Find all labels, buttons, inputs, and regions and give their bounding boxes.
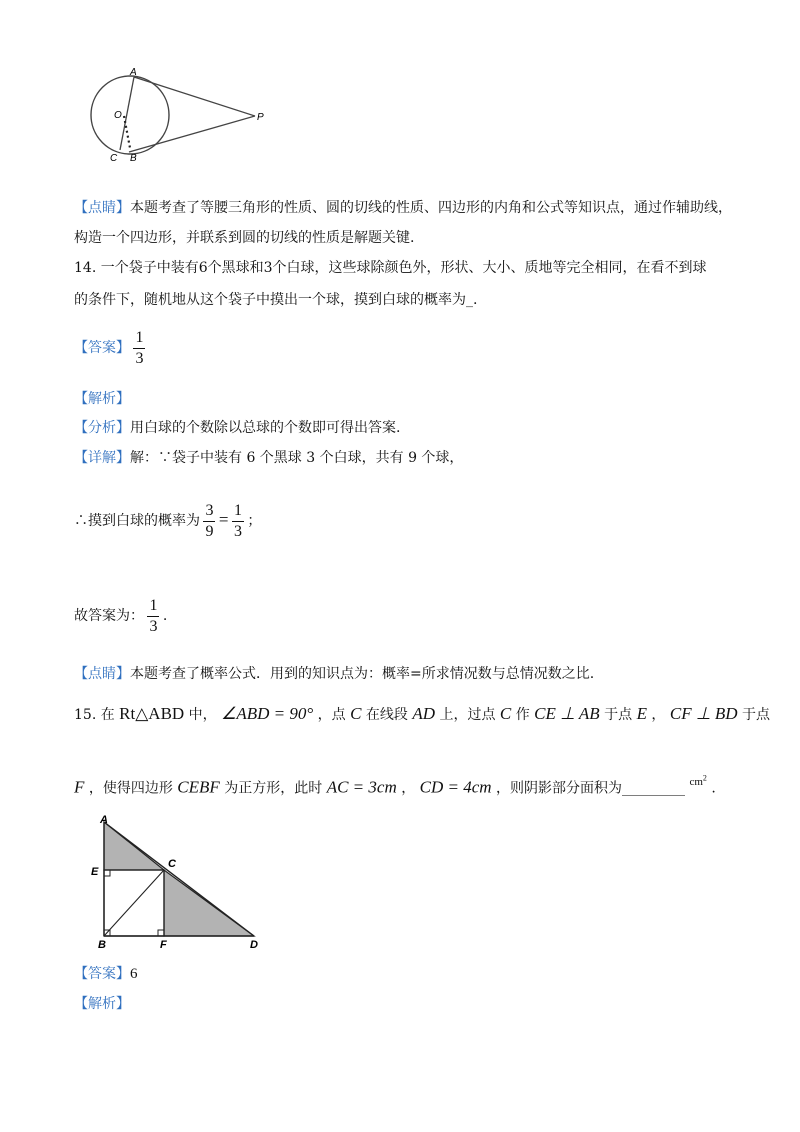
- triangle-square-figure: [84, 812, 269, 952]
- p13-dianjing-line1: 【点睛】本题考查了等腰三角形的性质、圆的切线的性质、四边形的内角和公式等知识点，通过作辅助线，: [74, 200, 732, 216]
- final-fraction: $\frac{1}{3}$: [149, 596, 158, 635]
- p14-jiexi-tag: 【解析】: [74, 391, 130, 407]
- p13-dianjing-line2: 构造一个四边形，并联系到圆的切线的性质是解题关键.: [74, 230, 415, 246]
- right-angle-f: [158, 930, 164, 936]
- chord-ac: [120, 77, 134, 150]
- label-a: A: [130, 68, 137, 78]
- label-f: F: [160, 939, 167, 951]
- unit-cm: cm: [689, 775, 703, 788]
- label-c: C: [110, 153, 118, 164]
- prob-fraction-1: $\frac{3}{9}$: [205, 501, 214, 540]
- label-p: P: [257, 112, 264, 123]
- right-angle-e: [104, 870, 110, 876]
- diagonal-bc: [104, 870, 164, 936]
- unit-sup: 2: [702, 773, 707, 782]
- p15-jiexi-tag: 【解析】: [74, 996, 130, 1012]
- p14-question-line1: 14. 一个袋子中装有6个黑球和3个白球，这些球除颜色外，形状、大小、质地等完全相同，在看不到球: [74, 260, 707, 276]
- p14-final-answer: 故答案为： $\frac{1}{3}$ .: [74, 596, 168, 635]
- p14-question-line2: 的条件下，随机地从这个袋子中摸出一个球，摸到白球的概率为_.: [74, 292, 478, 308]
- tangent-pa: [134, 77, 255, 116]
- label-b: B: [130, 153, 137, 164]
- p14-fenxi: 【分析】用白球的个数除以总球的个数即可得出答案.: [74, 420, 401, 436]
- p15-question-line2: F ，使得四边形 CEBF 为正方形，此时 AC = 3cm ， CD = 4cm ，则阴影部分面积为_________ $^{cm^2}$ .: [74, 773, 716, 797]
- p14-probability-line: ∴摸到白球的概率为 $\frac{3}{9}$ = $\frac{1}{3}$ ；: [74, 501, 262, 540]
- dianjing-tag: 【点睛】: [74, 200, 130, 216]
- p15-question-line1: 15. 在 Rt△ABD 中， ∠ABD = 90° ，点 C 在线段 AD 上，过点 C 作 CE ⊥ AB 于点 E ， CF ⊥ BD 于点: [74, 704, 771, 723]
- dotted-ob: [124, 116, 130, 148]
- label-c2: C: [168, 858, 176, 870]
- p14-answer: [74, 328, 144, 368]
- label-e: E: [91, 866, 99, 878]
- label-b2: B: [98, 939, 106, 951]
- p15-answer: 【答案】6: [74, 966, 138, 982]
- p14-dianjing: 【点睛】本题考查了概率公式．用到的知识点为：概率=所求情况数与总情况数之比.: [74, 666, 595, 682]
- label-o: O: [114, 110, 122, 121]
- answer-fraction: $\frac{1}{3}$: [135, 328, 144, 367]
- p14-xiangjie: 【详解】解：∵袋子中装有 6 个黑球 3 个白球，共有 9 个球，: [74, 450, 464, 466]
- prob-fraction-2: $\frac{1}{3}$: [233, 501, 242, 540]
- tangent-pb: [129, 116, 255, 152]
- answer-tag: 【答案】: [74, 340, 130, 356]
- circle-tangent-figure: [82, 68, 272, 168]
- label-d: D: [250, 939, 258, 951]
- label-a2: A: [100, 814, 108, 826]
